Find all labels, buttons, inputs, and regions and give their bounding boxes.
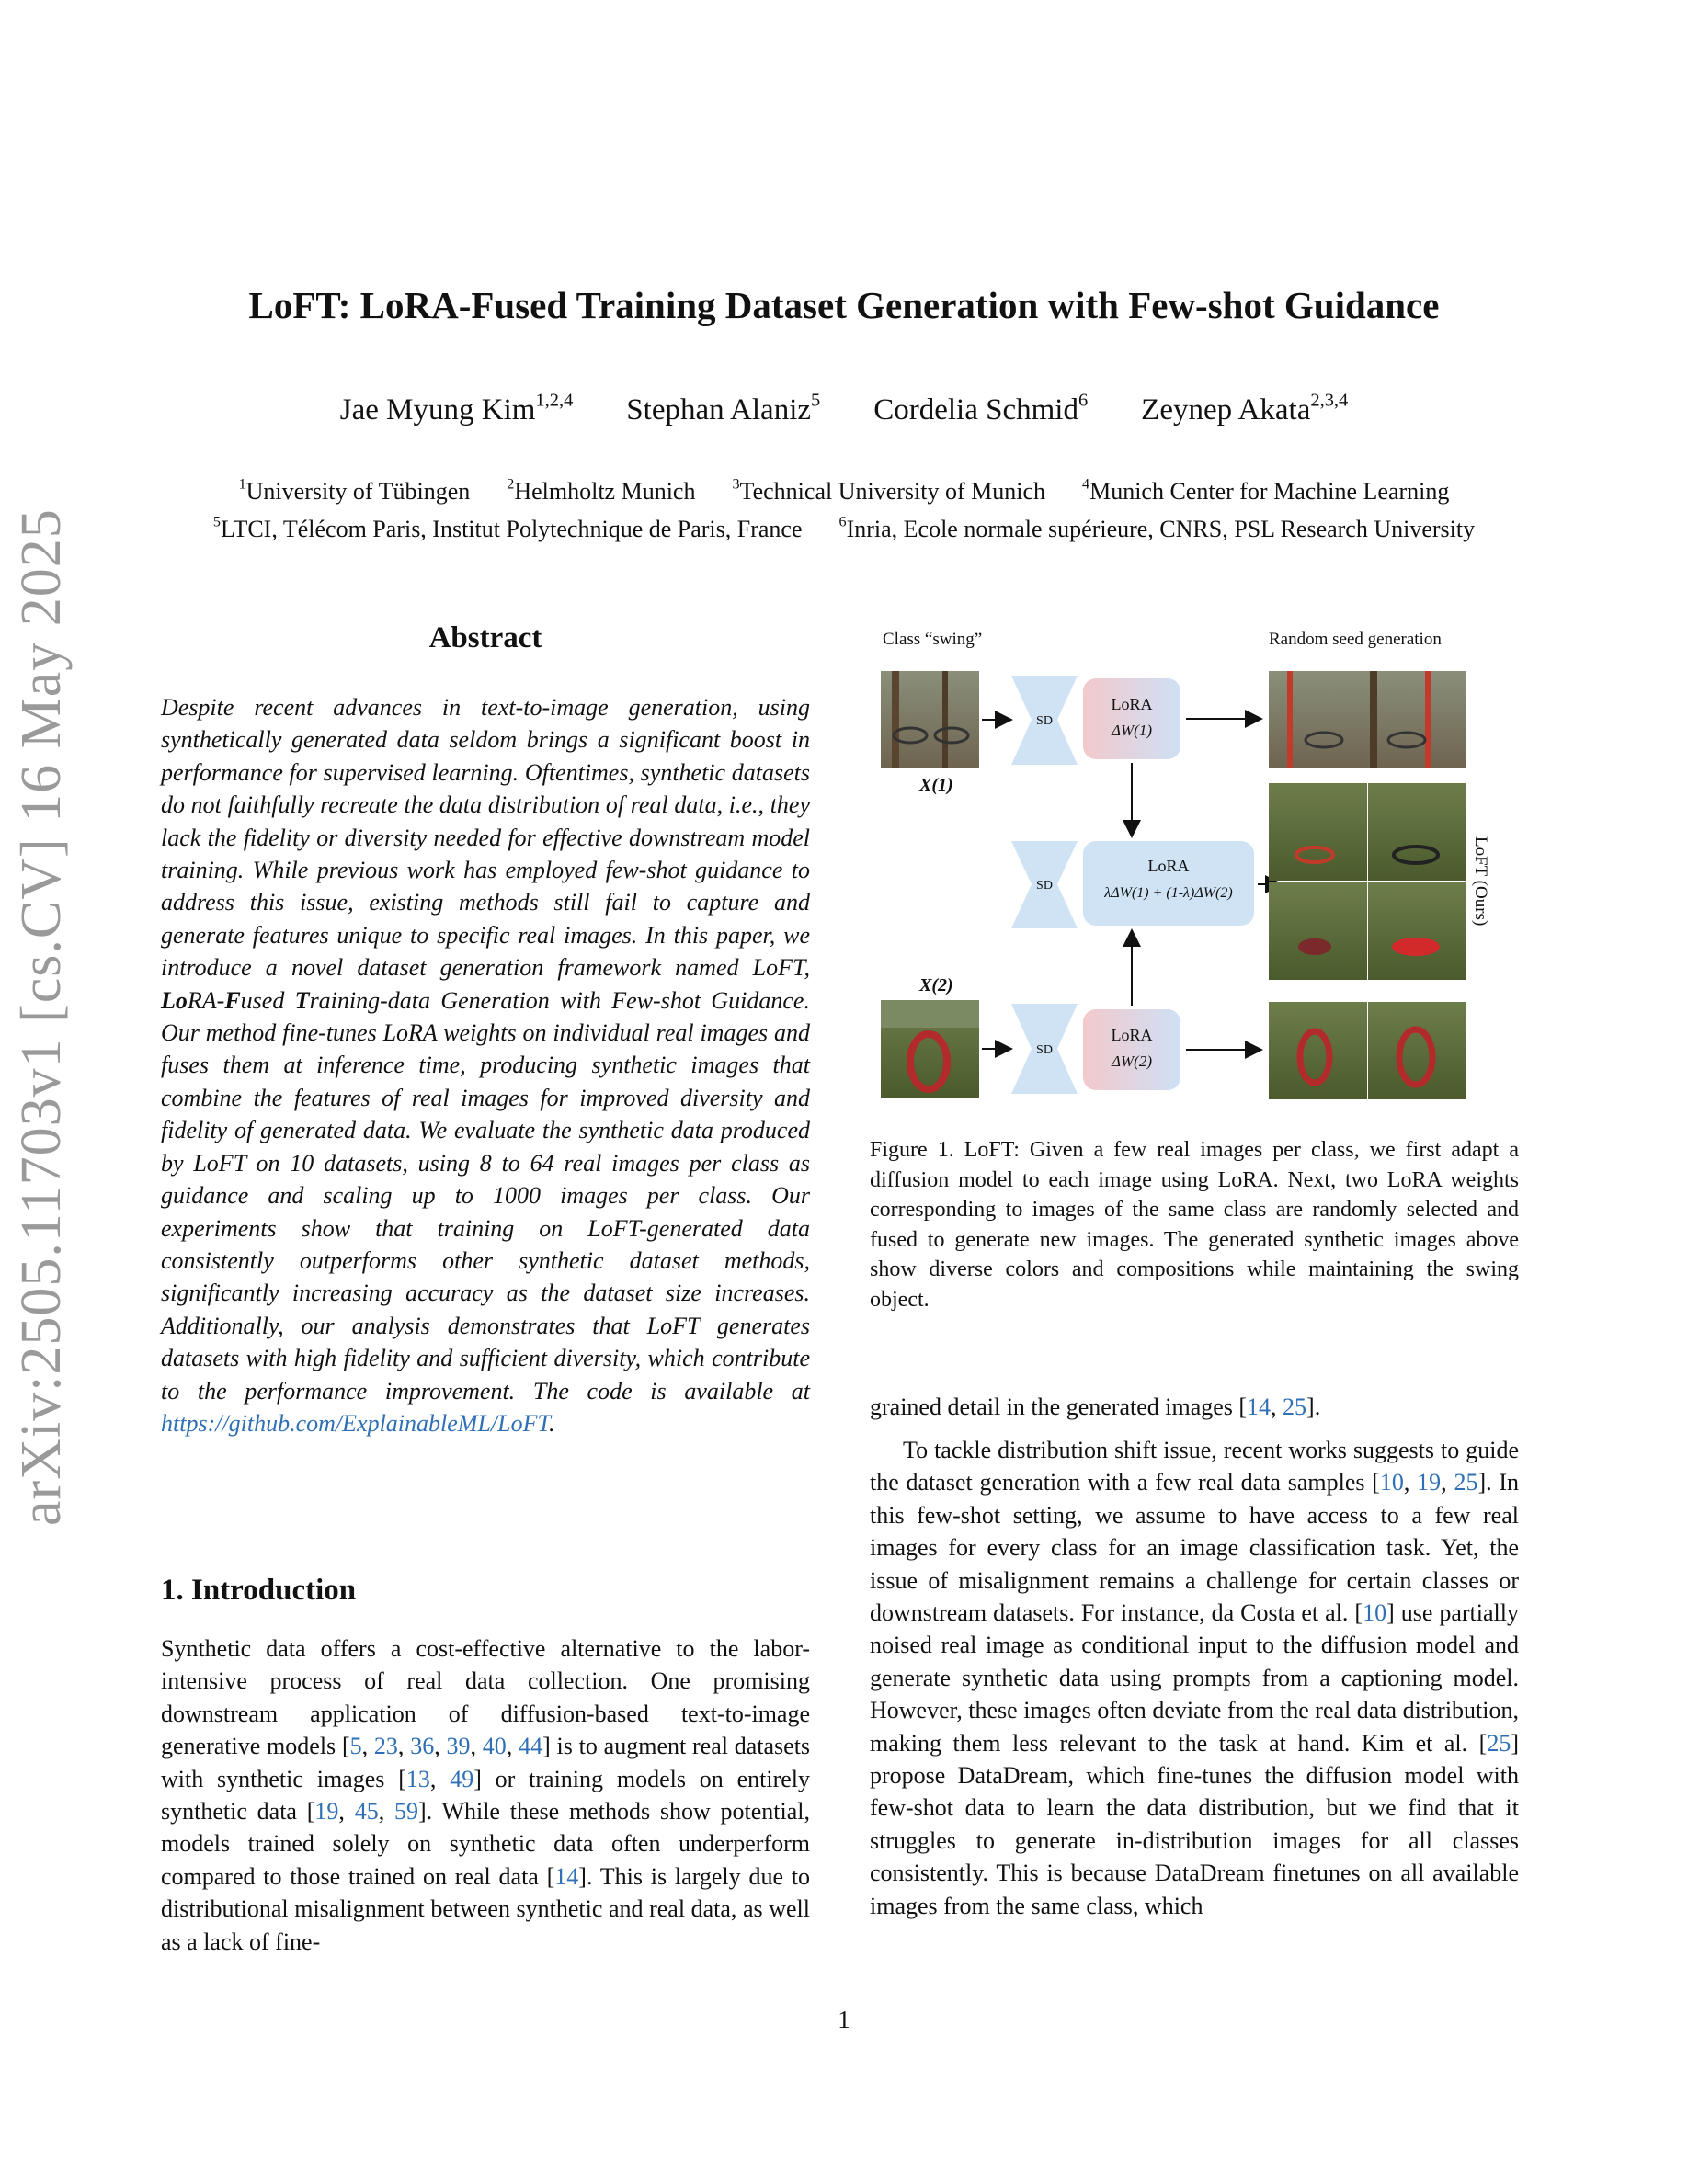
- affiliation: $^5$LTCI, Télécom Paris, Institut Polytechnique de Paris, France: [212, 514, 803, 542]
- citation[interactable]: 36: [410, 1733, 435, 1760]
- lora-box-2: [1083, 1009, 1180, 1090]
- random-seed-label: Random seed generation: [1269, 630, 1442, 649]
- output-image-top: [1269, 671, 1466, 768]
- input-image-2: [881, 1000, 979, 1098]
- citation[interactable]: 59: [393, 1798, 418, 1826]
- author: Jae Myung Kim$^{1,2,4}$: [339, 390, 574, 427]
- svg-text:λΔW(1) + (1-λ)ΔW(2): λΔW(1) + (1-λ)ΔW(2): [1104, 885, 1233, 901]
- svg-text:LoRA: LoRA: [1147, 857, 1190, 875]
- sd-block-2: [1011, 1004, 1078, 1094]
- paper-title: LoFT: LoRA-Fused Training Dataset Generation with Few-shot Guidance: [248, 284, 1440, 326]
- affiliation: $^3$Technical University of Munich: [732, 476, 1046, 505]
- author: Zeynep Akata$^{2,3,4}$: [1141, 390, 1349, 427]
- citation[interactable]: 19: [1417, 1469, 1442, 1496]
- figure-1: [873, 625, 1517, 1121]
- author: Stephan Alaniz$^5$: [626, 390, 821, 427]
- lora-box-1: [1083, 678, 1180, 759]
- svg-text:ΔW(2): ΔW(2): [1112, 1052, 1152, 1070]
- affiliation: $^2$Helmholtz Munich: [507, 476, 696, 505]
- citation[interactable]: 23: [373, 1733, 398, 1760]
- intro-paragraph-1: Synthetic data offers a cost-effective alternative to the labor-intensive process of real data collection. One promising downstream application of diffusion-based text-to-image generative models [5, 23, 36, 39, 40, 44] is to augment real datasets with synthetic images [13, 49] or training models on entirely synthetic data [19, 45, 59]. While these methods show potential, models trained solely on synthetic data often underperform compared to those trained on real data [14]. This is largely due to distributional misalignment between synthetic and real data, as well as a lack of fine-: [161, 1635, 811, 1955]
- output-image-bottom: [1269, 1002, 1466, 1099]
- output-grid-loft: [1269, 783, 1466, 980]
- arxiv-stamp: arXiv:2505.11703v1 [cs.CV] 16 May 2025: [10, 508, 73, 1526]
- svg-text:SD: SD: [1036, 714, 1053, 728]
- page-number: 1: [838, 2006, 850, 2033]
- sd-block-fused: [1011, 841, 1078, 928]
- affiliation: $^1$University of Tübingen: [238, 476, 471, 505]
- svg-text:SD: SD: [1036, 1043, 1053, 1057]
- citation[interactable]: 13: [405, 1765, 430, 1792]
- class-label: Class “swing”: [883, 630, 983, 649]
- citation[interactable]: 14: [554, 1862, 579, 1890]
- intro-paragraph-2: To tackle distribution shift issue, recent works suggests to guide the dataset generation with a few real data samples [10, 19, 25]. In this few-shot setting, we assume to have access to a few real images for every class for an image classification task. Yet, the issue of misalignment remains a challenge for certain classes or downstream datasets. For instance, da Costa et al. [10] use partially noised real image as conditional input to the diffusion model and generate synthetic data using prompts from a captioning model. However, these images often deviate from the real data distribution, making them less relevant to the task at hand. Kim et al. [25] propose DataDream, which fine-tunes the diffusion model with few-shot data to learn the data distribution, but we find that it struggles to generate in-distribution images for all classes consistently. This is because DataDream finetunes on all available images from the same class, which: [870, 1437, 1520, 1919]
- section-heading-introduction: 1. Introduction: [161, 1574, 357, 1607]
- loft-ours-label: LoFT (Ours): [1471, 836, 1490, 927]
- citation[interactable]: 5: [349, 1733, 362, 1760]
- figure-caption: Figure 1. LoFT: Given a few real images per class, we first adapt a diffusion model to each image using LoRA. Next, two LoRA weights corresponding to images of the same class are randomly selected and fused to generate new images. The generated synthetic images above show diverse colors and compositions while maintaining the swing object.: [870, 1138, 1519, 1312]
- intro-paragraph-1-continued: grained detail in the generated images [14, 25].: [870, 1393, 1321, 1420]
- affiliations-row-1: [0, 478, 1688, 506]
- author-list: [0, 390, 1688, 427]
- citation[interactable]: 49: [450, 1765, 474, 1792]
- citation[interactable]: 44: [519, 1733, 543, 1760]
- svg-text:LoRA: LoRA: [1111, 1026, 1153, 1044]
- citation[interactable]: 45: [354, 1798, 379, 1826]
- abstract-heading: Abstract: [428, 621, 542, 654]
- affiliation: $^6$Inria, Ecole normale supérieure, CNRS, PSL Research University: [838, 514, 1476, 542]
- sd-block-1: [1011, 676, 1078, 765]
- svg-text:ΔW(1): ΔW(1): [1112, 722, 1152, 739]
- citation[interactable]: 39: [446, 1733, 471, 1760]
- input-image-1: [881, 671, 979, 768]
- author: Cordelia Schmid$^6$: [873, 390, 1089, 427]
- citation[interactable]: 10: [1363, 1599, 1387, 1627]
- affiliation: $^4$Munich Center for Machine Learning: [1082, 476, 1450, 505]
- citation[interactable]: 10: [1379, 1469, 1404, 1496]
- citation[interactable]: 14: [1247, 1393, 1272, 1420]
- citation[interactable]: 40: [482, 1733, 507, 1760]
- abstract-text: Despite recent advances in text-to-image generation, using synthetically generated data seldom brings a significant boost in performance for supervised learning. Oftentimes, synthetic datasets do not faithfully recreate the data distribution of real data, i.e., they lack the fidelity or diversity needed for effective downstream model training. While previous work has employed few-shot guidance to address this issue, existing methods still fail to capture and generate features unique to specific real images. In this paper, we introduce a novel dataset generation framework named LoFT, LoRA-Fused Training-data Generation with Few-shot Guidance. Our method fine-tunes LoRA weights on individual real images and fuses them at inference time, producing synthetic images that combine the features of real images for improved diversity and fidelity of generated data. We evaluate the synthetic data produced by LoFT on 10 datasets, using 8 to 64 real images per class as guidance and scaling up to 1000 images per class. Our experiments show that training on LoFT-generated data consistently outperforms other synthetic dataset methods, significantly increasing accuracy as the dataset size increases. Additionally, our analysis demonstrates that LoFT generates datasets with high fidelity and sufficient diversity, which contribute to the performance improvement. The code is available at https://github.com/ExplainableML/LoFT.: [161, 694, 810, 1437]
- x1-label: X(1): [919, 775, 953, 795]
- citation[interactable]: 25: [1487, 1729, 1511, 1757]
- svg-text:LoRA: LoRA: [1111, 695, 1153, 713]
- citation[interactable]: 19: [314, 1798, 339, 1826]
- code-link[interactable]: https://github.com/ExplainableML/LoFT: [161, 1409, 550, 1437]
- x2-label: X(2): [919, 975, 953, 995]
- citation[interactable]: 25: [1454, 1469, 1478, 1496]
- citation[interactable]: 25: [1283, 1393, 1307, 1420]
- affiliations-row-2: [0, 516, 1688, 543]
- svg-text:SD: SD: [1036, 879, 1053, 893]
- lora-box-fused: [1083, 841, 1254, 926]
